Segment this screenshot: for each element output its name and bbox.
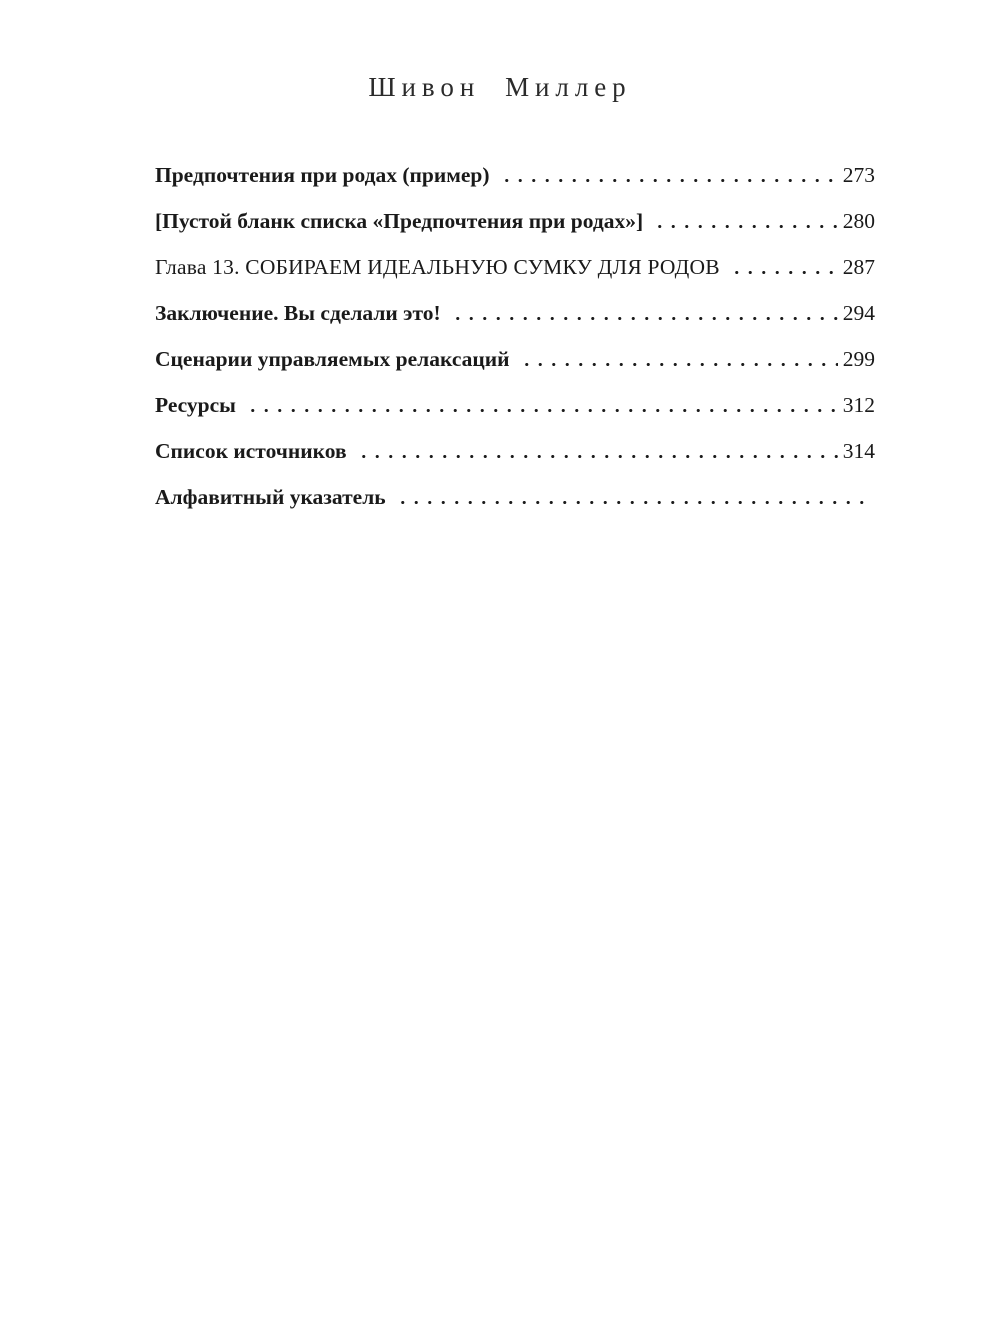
toc-entry-row xyxy=(155,298,875,328)
toc-entry-title: Сценарии управляемых релаксаций xyxy=(155,347,510,371)
toc-entry-title: Предпочтения при родах (пример) xyxy=(155,163,490,187)
toc-page-number: 312 xyxy=(842,393,875,417)
toc-entry-row xyxy=(155,436,875,466)
toc-entry-title: Заключение. Вы сделали это! xyxy=(155,301,441,325)
toc-dot-leader xyxy=(518,363,838,366)
toc-dot-leader xyxy=(728,271,838,274)
toc-dot-leader xyxy=(651,225,838,228)
toc-entry-row xyxy=(155,344,875,374)
toc-page-number: 273 xyxy=(842,163,875,187)
toc-entry-title: Алфавитный указатель xyxy=(155,485,386,509)
toc-dot-leader xyxy=(449,317,838,320)
toc-dot-leader xyxy=(244,409,838,412)
toc-entry-row xyxy=(155,206,875,236)
toc-entry-row xyxy=(155,160,875,190)
toc-page-number: 314 xyxy=(842,439,875,463)
toc-page-number: 280 xyxy=(842,209,875,233)
toc-page-number: 287 xyxy=(842,255,875,279)
toc-entry-title: [Пустой бланк списка «Предпочтения при родах»] xyxy=(155,209,644,233)
toc-dot-leader xyxy=(498,179,838,182)
toc-entry-title: Список источников xyxy=(155,439,347,463)
toc-entry-row xyxy=(155,482,875,512)
toc-entry-title: Глава 13. СОБИРАЕМ ИДЕАЛЬНУЮ СУМКУ ДЛЯ РОДОВ xyxy=(155,255,720,279)
book-author-header: Шивон Миллер xyxy=(368,72,632,102)
toc-dot-leader xyxy=(355,455,838,458)
toc-entry-title: Ресурсы xyxy=(155,393,236,417)
toc-dot-leader xyxy=(394,501,870,504)
toc-page-number: 294 xyxy=(842,301,875,325)
toc-entry-row xyxy=(155,252,875,282)
toc-entry-row xyxy=(155,390,875,420)
toc-page-number: 299 xyxy=(842,347,875,371)
table-of-contents xyxy=(155,160,875,512)
